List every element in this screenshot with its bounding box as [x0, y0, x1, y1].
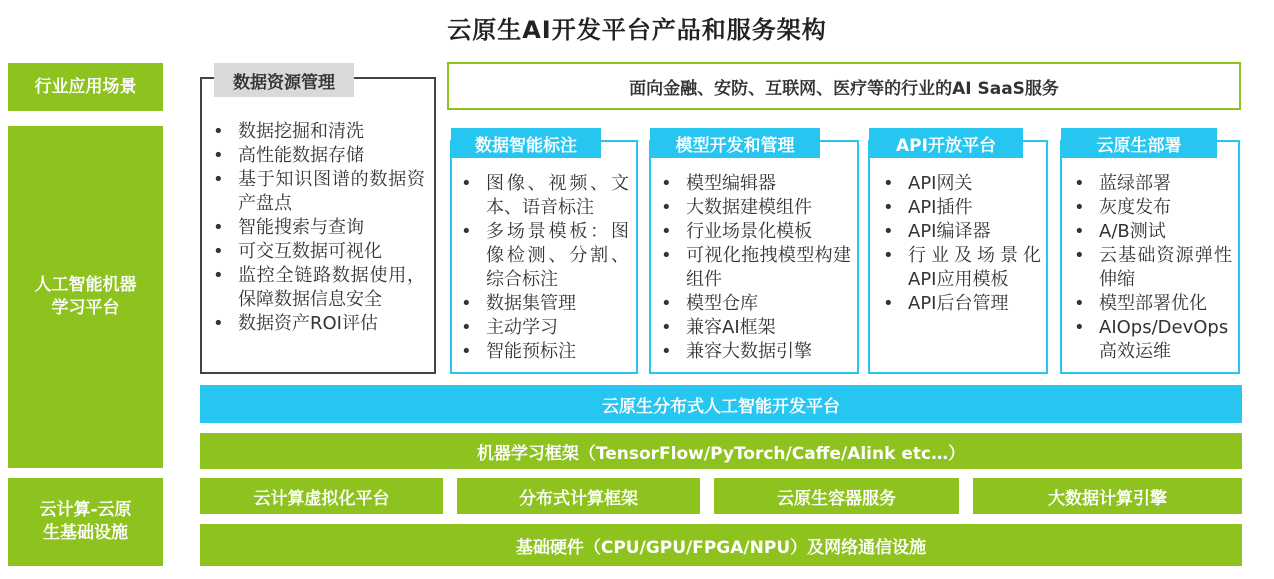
list-item-text: 基于知识图谱的数据资产盘点 — [238, 169, 425, 214]
list-item-text: API后台管理 — [908, 293, 1009, 314]
bullet-dot: • — [661, 293, 672, 314]
bullet-dot: • — [883, 221, 894, 242]
list-item-text: API编译器 — [908, 221, 991, 242]
ml-frameworks-bar: 机器学习框架（TensorFlow/PyTorch/Caffe/Alink etc…） — [200, 433, 1242, 469]
infra-bar-big-data-engine: 大数据计算引擎 — [973, 478, 1242, 514]
bullet-dot: • — [213, 313, 224, 334]
list-item — [1074, 244, 1232, 292]
data-management-list — [213, 120, 425, 336]
layer-industry-label — [8, 63, 163, 111]
bullet-dot: • — [1074, 245, 1085, 266]
list-item-text: 模型仓库 — [686, 293, 758, 314]
list-item-text: A/B测试 — [1099, 221, 1166, 242]
list-item — [213, 168, 425, 216]
list-item — [883, 220, 1041, 244]
list-item-text: 模型编辑器 — [686, 173, 776, 194]
list-item-text: AIOps/DevOps高效运维 — [1099, 317, 1229, 362]
list-item-text: 模型部署优化 — [1099, 293, 1207, 314]
bullet-dot: • — [1074, 173, 1085, 194]
list-item — [661, 340, 851, 364]
list-item — [213, 216, 425, 240]
list-item — [213, 240, 425, 264]
list-item — [213, 144, 425, 168]
infra-bar-virtualization: 云计算虚拟化平台 — [200, 478, 443, 514]
layer-ai-platform-line2: 学习平台 — [51, 298, 120, 318]
list-item-text: 监控全链路数据使用，保障数据信息安全 — [238, 265, 425, 310]
list-item-text: 行业场景化模板 — [686, 221, 812, 242]
list-item-text: 数据集管理 — [486, 293, 576, 314]
layer-industry-text: 行业应用场景 — [34, 76, 137, 97]
bullet-dot: • — [661, 221, 672, 242]
list-item-text: API网关 — [908, 173, 973, 194]
list-item — [461, 340, 629, 364]
list-item — [661, 292, 851, 316]
list-item-text: 云基础资源弹性伸缩 — [1099, 245, 1232, 290]
list-item — [1074, 292, 1232, 316]
module-list-api-platform — [883, 172, 1041, 316]
distributed-platform-bar: 云原生分布式人工智能开发平台 — [200, 385, 1242, 423]
bullet-dot: • — [213, 145, 224, 166]
layer-cloud-label — [8, 478, 163, 566]
saas-services-text: 面向金融、安防、互联网、医疗等的行业的AI SaaS服务 — [629, 78, 1059, 99]
module-list-model-dev — [661, 172, 851, 364]
bullet-dot: • — [461, 341, 472, 362]
bullet-dot: • — [213, 121, 224, 142]
bullet-dot: • — [461, 221, 472, 242]
infra-bar-distributed-compute: 分布式计算框架 — [457, 478, 700, 514]
infra-bar-container-service: 云原生容器服务 — [714, 478, 959, 514]
list-item — [661, 316, 851, 340]
list-item — [883, 292, 1041, 316]
list-item-text: 数据资产ROI评估 — [238, 313, 378, 334]
bullet-dot: • — [661, 341, 672, 362]
list-item — [661, 196, 851, 220]
bullet-dot: • — [461, 173, 472, 194]
module-title-cloud-deploy: 云原生部署 — [1061, 128, 1217, 158]
module-title-api-platform: API开放平台 — [869, 128, 1023, 158]
list-item-text: 数据挖掘和清洗 — [238, 121, 364, 142]
layer-cloud-line1: 云计算-云原 — [39, 500, 132, 520]
list-item — [883, 196, 1041, 220]
hardware-bar: 基础硬件（CPU/GPU/FPGA/NPU）及网络通信设施 — [200, 524, 1242, 566]
list-item — [883, 244, 1041, 292]
bullet-dot: • — [213, 265, 224, 286]
list-item — [661, 220, 851, 244]
bullet-dot: • — [661, 197, 672, 218]
bullet-dot: • — [883, 197, 894, 218]
list-item — [1074, 196, 1232, 220]
list-item-text: 大数据建模组件 — [686, 197, 812, 218]
bullet-dot: • — [661, 173, 672, 194]
page-title: 云原生AI开发平台产品和服务架构 — [447, 16, 827, 44]
list-item-text: 行业及场景化API应用模板 — [908, 245, 1041, 290]
list-item-text: 灰度发布 — [1099, 197, 1171, 218]
list-item — [461, 172, 629, 220]
list-item-text: 蓝绿部署 — [1099, 173, 1171, 194]
module-list-data-labeling — [461, 172, 629, 364]
list-item-text: 可交互数据可视化 — [238, 241, 382, 262]
bullet-dot: • — [1074, 293, 1085, 314]
list-item-text: 多场景模板：图像检测、分割、综合标注 — [486, 221, 629, 290]
list-item-text: 智能搜索与查询 — [238, 217, 364, 238]
list-item — [1074, 172, 1232, 196]
bullet-dot: • — [213, 217, 224, 238]
bullet-dot: • — [661, 317, 672, 338]
list-item-text: 主动学习 — [486, 317, 558, 338]
list-item — [661, 172, 851, 196]
bullet-dot: • — [661, 245, 672, 266]
layer-ai-platform-label — [8, 126, 163, 468]
layer-ai-platform-line1: 人工智能机器 — [34, 275, 137, 295]
list-item-text: 智能预标注 — [486, 341, 576, 362]
saas-services-box — [447, 62, 1241, 110]
list-item-text: 兼容大数据引擎 — [686, 341, 812, 362]
list-item-text: API插件 — [908, 197, 973, 218]
bullet-dot: • — [883, 173, 894, 194]
bullet-dot: • — [883, 245, 894, 266]
bullet-dot: • — [883, 293, 894, 314]
layer-cloud-line2: 生基础设施 — [43, 523, 128, 543]
list-item — [213, 312, 425, 336]
data-management-title: 数据资源管理 — [214, 63, 354, 97]
list-item — [883, 172, 1041, 196]
module-list-cloud-deploy — [1074, 172, 1232, 364]
list-item-text: 可视化拖拽模型构建组件 — [686, 245, 851, 290]
list-item — [213, 120, 425, 144]
bullet-dot: • — [1074, 197, 1085, 218]
module-title-data-labeling: 数据智能标注 — [451, 128, 601, 158]
list-item-text: 图像、视频、文本、语音标注 — [486, 173, 629, 218]
bullet-dot: • — [213, 169, 224, 190]
list-item — [461, 316, 629, 340]
bullet-dot: • — [213, 241, 224, 262]
module-title-model-dev: 模型开发和管理 — [650, 128, 820, 158]
bullet-dot: • — [1074, 221, 1085, 242]
bullet-dot: • — [461, 293, 472, 314]
list-item — [213, 264, 425, 312]
bullet-dot: • — [461, 317, 472, 338]
list-item-text: 高性能数据存储 — [238, 145, 364, 166]
list-item — [661, 244, 851, 292]
list-item — [461, 292, 629, 316]
list-item — [461, 220, 629, 292]
list-item-text: 兼容AI框架 — [686, 317, 776, 338]
bullet-dot: • — [1074, 317, 1085, 338]
list-item — [1074, 220, 1232, 244]
list-item — [1074, 316, 1232, 364]
